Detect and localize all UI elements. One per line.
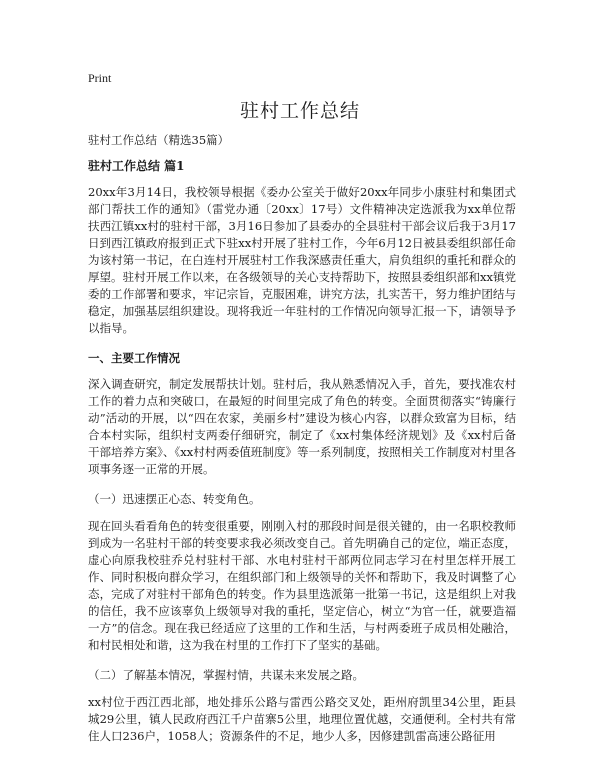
paragraph-village-situation: xx村位于西江西北部，地处排乐公路与雷西公路交叉处，距州府凯里34公里，距县城29公里，镇人民政府西江千户苗寨5公里，地理位置优越，交通便利。全村共有常住人口236户，1058人；资源条件的不足，地少人多，因修建凯雷高速公路征用 — [88, 695, 516, 743]
paragraph-research: 深入调查研究，制定发展帮扶计划。驻村后，我从熟悉情况入手，首先，要找准农村工作的着力点和突破口，在最短的时间里完成了角色的转变。全面贯彻落实“铸廉行动”活动的开展，以“四在农家，美丽乡村”建设为核心内容，以群众致富为目标，结合本村实际，组织村支两委仔细研究，制定了《xx村集体经济规划》及《xx村后备干部培养方案》、《xx村村两委值班制度》等一系列制度，按照相关工作制度对村里各项事务逐一正常的开展。 — [88, 377, 516, 476]
section-title: 驻村工作总结 篇1 — [88, 159, 185, 173]
paragraph-role-change: 现在回头看看角色的转变很重要，刚刚入村的那段时间是很关键的，由一名职校教师到成为一名驻村干部的转变要求我必须改变自己。首先明确自己的定位，端正态度，虚心向原我校驻乔兑村驻村干部、水电村驻村干部两位同志学习在村里怎样开展工作、同时积极向群众学习，在组织部门和上级领导的关怀和帮助下，我及时调整了心态，完成了对驻村干部角色的转变。作为县里选派第一批第一书记，这是组织上对我的信任，我不应该辜负上级领导对我的重托，坚定信心，树立“为官一任，就要造福一方”的信念。现在我已经适应了这里的工作和生活，与村两委班子成员相处融洽，和村民相处和谐，这为我在村里的工作打下了坚实的基础。 — [88, 519, 516, 652]
heading-main-work: 一、主要工作情况 — [88, 351, 180, 365]
print-link[interactable]: Print — [88, 71, 112, 85]
document-body — [88, 132, 516, 758]
page-title: 驻村工作总结 — [239, 100, 360, 122]
subheading-role-change: （一）迅速摆正心态、转变角色。 — [88, 492, 261, 506]
subheading-village-situation: （二）了解基本情况，掌握村情，共谋未来发展之路。 — [88, 668, 364, 682]
intro-paragraph: 20xx年3月14日，我校领导根据《委办公室关于做好20xx年同步小康驻村和集团式部门帮扶工作的通知》（雷党办通〔20xx〕17号）文件精神决定选派我为xx单位帮扶西江镇xx村的驻村干部，3月16日参加了县委办的全县驻村干部会议后我于3月17日到西江镇政府报到正式下驻xx村开展了驻村工作，今年6月12日被县委组织部任命为该村第一书记，在白连村开展驻村工作我深感责任重大，肩负组织的重托和群众的厚望。驻村开展工作以来，在各级领导的关心支持帮助下，按照县委组织部和xx镇党委的工作部署和要求，牢记宗旨，克服困难，讲究方法，扎实苦干，努力维护团结与稳定，加强基层组织建设。现将我近一年驻村的工作情况向领导汇报一下，请领导予以指导。 — [88, 185, 516, 335]
document-subtitle: 驻村工作总结（精选35篇） — [88, 133, 230, 147]
